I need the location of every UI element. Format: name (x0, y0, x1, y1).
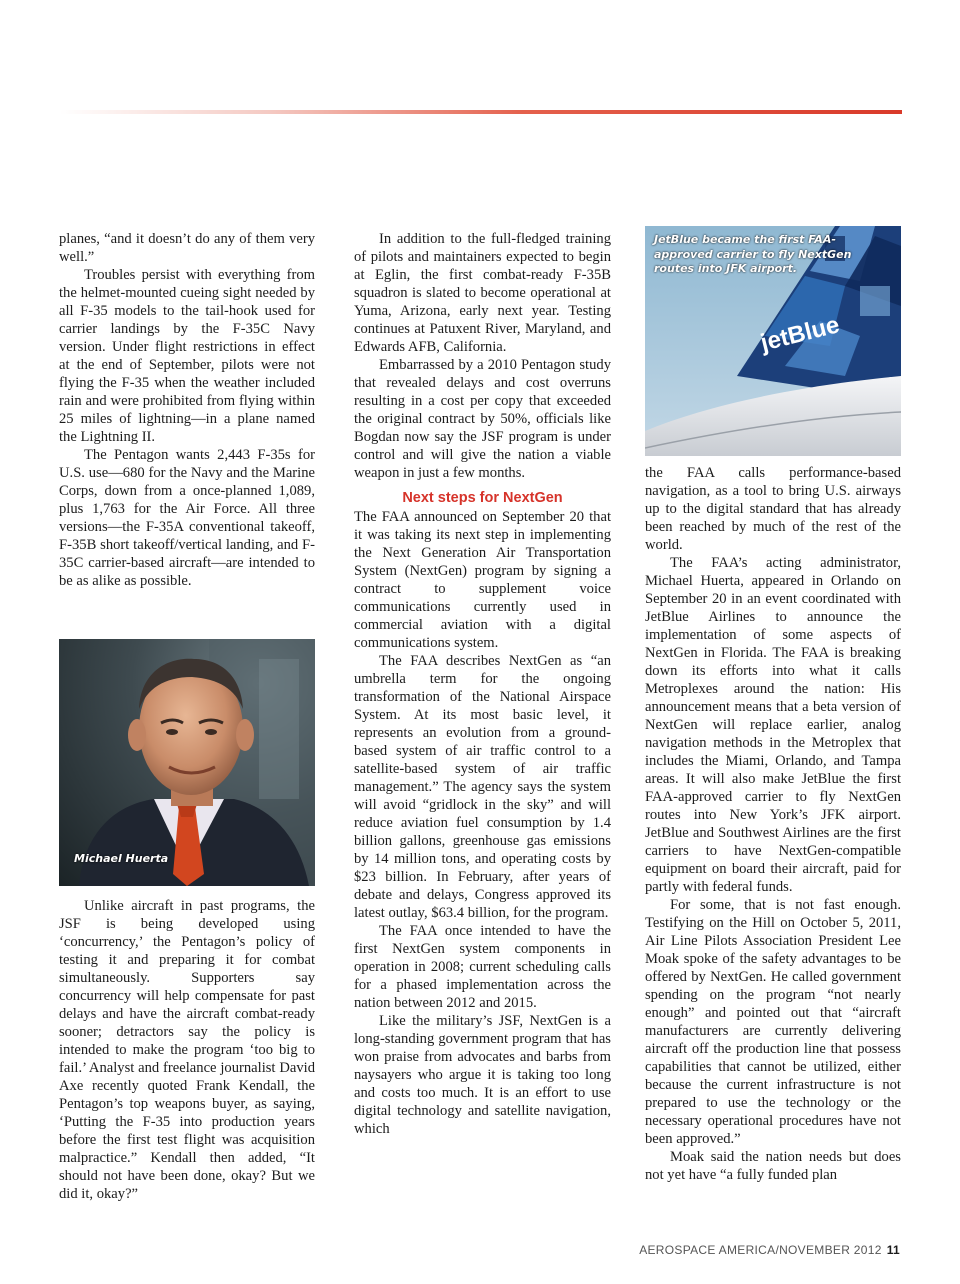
paragraph: For some, that is not fast enough. Testifying on the Hill on October 5, 2011, Air Line Pilots Association President Lee Moak spoke of the safety advantages to be offered by NextGen. He called government spending on the program “not nearly enough” and pointed out that “aircraft manufacturers are currently delivering aircraft off the production line that possess capabilities that cannot be utilized, either because the current infrastructure is not prepared to use the technology or the necessary operational procedures have not been approved.” (645, 897, 901, 1147)
paragraph: Unlike aircraft in past programs, the JSF is being developed using ‘concurrency,’ the Pentagon’s policy of testing it and preparing it for combat simultaneously. Supporters say concurrency will help compensate for past delays and have the aircraft combat-ready sooner; detractors say the policy is intended to make the program ‘too big to fail.’ Analyst and freelance journalist David Axe recently quoted Frank Kendall, the Pentagon’s top weapons buyer, as saying, ‘Putting the F-35 into production years before the first test flight was acquisition malpractice.” Kendall then added, “It should not have been done, okay? But we did it, okay?” (59, 898, 315, 1202)
paragraph: The FAA describes NextGen as “an umbrella term for the ongoing transformation of the National Airspace System. At its most basic level, it represents an evolution from a ground-based system of air traffic control to a satellite-based system of air traffic management.” The agency says the system will avoid “gridlock in the sky” and will reduce aviation fuel consumption by 1.4 billion gallons, greenhouse gas emissions by 14 million tons, and operating costs by $23 billion. In February, after years of debate and delays, Congress approved its latest outlay, $63.4 billion, for the program. (354, 653, 611, 921)
paragraph: The FAA announced on September 20 that it was taking its next step in implementing the Next Generation Air Transportation System (NextGen) program by signing a contract to supplement voice communications currently used in commercial aviation with a digital communications system. (354, 509, 611, 651)
paragraph: the FAA calls performance-based navigation, as a tool to bring U.S. airways up to the digital standard that has already been reached by much of the rest of the world. (645, 465, 901, 553)
paragraph: Embarrassed by a 2010 Pentagon study that revealed delays and cost overruns resulting in a cost per copy that exceeded the original contract by 50%, officials like Bogdan now say the JSF program is under control and will give the nation a viable weapon in just a few months. (354, 357, 611, 481)
photo-jetblue-tail (645, 226, 901, 456)
paragraph: planes, “and it doesn’t do any of them very well.” (59, 231, 315, 265)
article-column-1-continued (59, 897, 315, 1203)
article-column-1 (59, 230, 315, 590)
paragraph: Moak said the nation needs but does not yet have “a fully funded plan (645, 1149, 901, 1183)
photo-caption: JetBlue became the first FAA-approved carrier to fly NextGen routes into JFK airport. (654, 233, 852, 275)
paragraph: The FAA’s acting administrator, Michael Huerta, appeared in Orlando on September 20 in an event coordinated with JetBlue Airlines to announce the implementation of some aspects of NextGen in Florida. The FAA is breaking down its efforts into what it calls Metroplexes around the nation: His announcement means that a beta version of NextGen will replace earlier, analog navigation methods in the Metroplex that includes the Miami, Orlando, and Tampa areas. It will also make JetBlue the first FAA-approved carrier to fly NextGen routes into New York’s JFK airport. JetBlue and Southwest Airlines are the first carriers to have NextGen-compatible equipment on board their aircraft, paid for partly with federal funds. (645, 555, 901, 895)
paragraph: In addition to the full-fledged training of pilots and maintainers expected to begin at Eglin, the first combat-ready F-35B squadron is slated to become operational at Yuma, Arizona, early next year. Testing continues at Patuxent River, Maryland, and Edwards AFB, California. (354, 231, 611, 355)
photo-michael-huerta (59, 639, 315, 886)
article-column-3 (645, 464, 901, 1184)
paragraph: Like the military’s JSF, NextGen is a long-standing government program that has won praise from advocates and barbs from naysayers who argue it is taking too long and costs too much. It is an effort to use digital technology and satellite navigation, which (354, 1013, 611, 1137)
article-column-2 (354, 230, 611, 1138)
paragraph: Troubles persist with everything from the helmet-mounted cueing sight needed by all F-35 models to the tail-hook used for carrier landings by the F-35C Navy version. Under flight restrictions in effect at the end of September, pilots were not flying the F-35 when the weather included rain and were prohibited from flying within 25 miles of lightning—in a plane named the Lightning II. (59, 267, 315, 445)
publication-info: AEROSPACE AMERICA/NOVEMBER 2012 (639, 1243, 882, 1257)
jetblue-logo: jetBlue (757, 311, 843, 357)
section-subhead: Next steps for NextGen (402, 490, 563, 506)
paragraph: The FAA once intended to have the first NextGen system components in operation in 2008; current scheduling calls for a phased implementation across the nation between 2012 and 2015. (354, 923, 611, 1011)
photo-caption: Michael Huerta (74, 852, 169, 865)
paragraph: The Pentagon wants 2,443 F-35s for U.S. use—680 for the Navy and the Marine Corps, down from a once-planned 1,089, plus 1,763 for the Air Force. All three versions—the F-35A conventional takeoff, F-35B short takeoff/vertical landing, and F-35C carrier-based aircraft—are intended to be as alike as possible. (59, 447, 315, 589)
portrait-illustration (59, 639, 315, 886)
page-number: 11 (886, 1243, 900, 1257)
page-footer (639, 1243, 900, 1257)
header-rule (60, 110, 902, 114)
